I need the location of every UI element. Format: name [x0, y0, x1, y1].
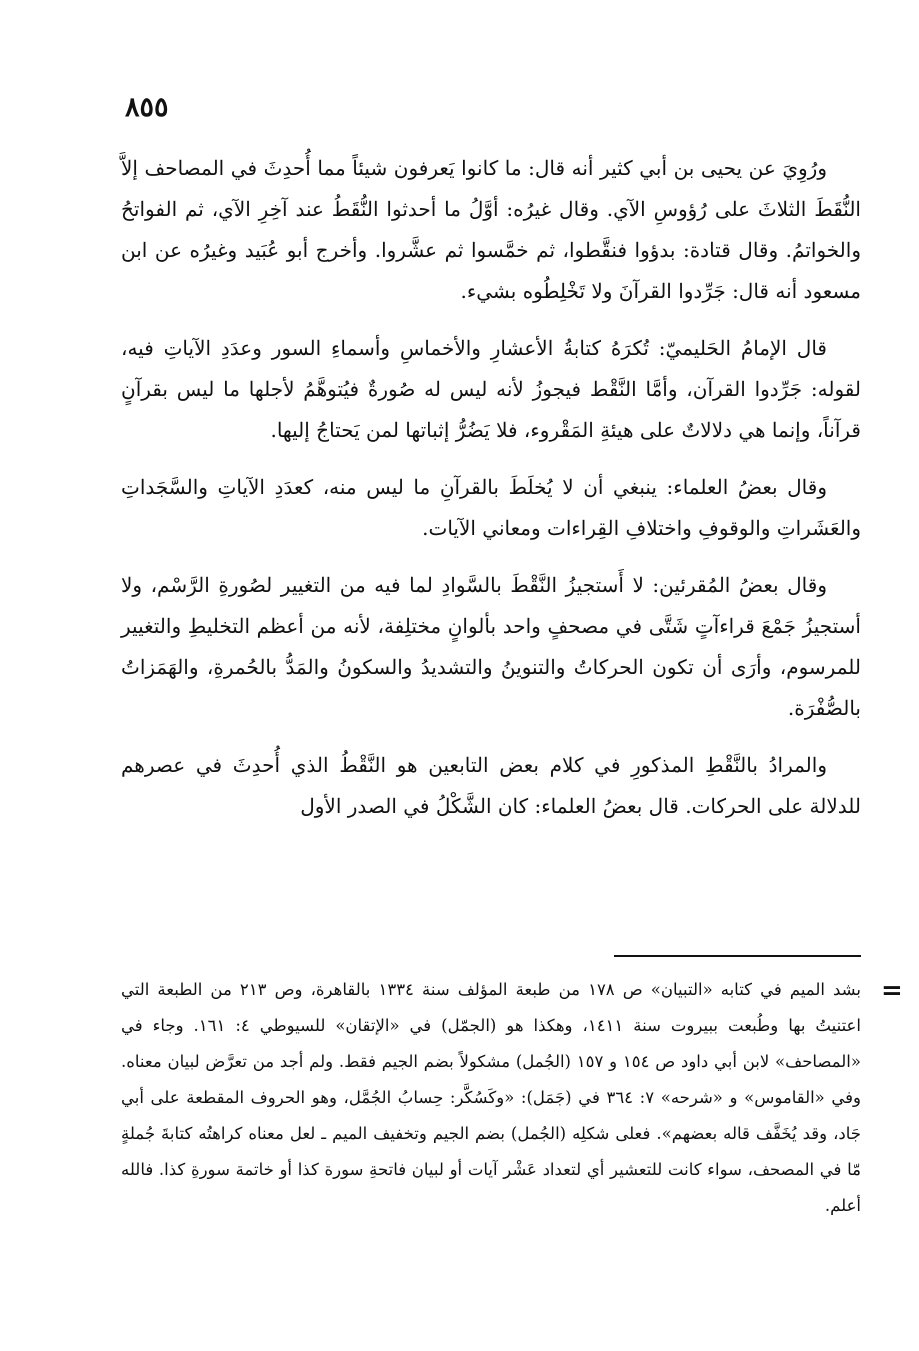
paragraph: قال الإمامُ الحَليميّ: تُكرَهُ كتابةُ الأعشارِ والأخماسِ وأسماءِ السور وعدَدِ الآياتِ فيه، لقوله: جَرِّدوا القرآن، وأمَّا النَّقْط فيجوزُ لأنه ليس له صُورةٌ فيُتوهَّمُ لأجلها ما ليس بقرآنٍ قرآناً، وإنما هي دلالاتٌ على هيئةِ المَقْروء، فلا يَضُرُّ إثباتها لمن يَحتاجُ إليها. — [121, 336, 862, 442]
paragraph: وقال بعضُ العلماء: ينبغي أن لا يُخلَطَ بالقرآنِ ما ليس منه، كعدَدِ الآياتِ والسَّجَداتِ والعَشَراتِ والوقوفِ واختلافِ القِراءات ومعاني الآيات. — [121, 475, 861, 540]
footnote-separator — [614, 955, 861, 957]
paragraph: ورُوِيَ عن يحيى بن أبي كثير أنه قال: ما كانوا يَعرفون شيئاً مما أُحدِثَ في المصاحف إلاَّ النُّقَطَ الثلاثَ على رُؤوسِ الآي. وقال غيرُه: أوَّلُ ما أحدثوا النُّقَطُ عند آخِرِ الآي، ثم الفواتحُ والخواتمُ. وقال قتادة: بدؤوا فنقَّطوا، ثم خمَّسوا ثم عشَّروا. وأخرج أبو عُبَيد وغيرُه عن ابن مسعود أنه قال: جَرِّدوا القرآنَ ولا تَخْلِطُوه بشيء. — [121, 156, 861, 303]
footnote-continuation-mark: = — [881, 976, 903, 1006]
paragraph: والمرادُ بالنَّقْطِ المذكورِ في كلام بعض التابعين هو النَّقْطُ الذي أُحدِثَ في عصرهم للدلالة على الحركات. قال بعضُ العلماء: كان الشَّكْلُ في الصدر الأول — [121, 753, 861, 818]
paragraph: وقال بعضُ المُقرئين: لا أَستجيزُ النَّقْطَ بالسَّوادِ لما فيه من التغيير لصُورةِ الرَّسْم، ولا أستجيزُ جَمْعَ قراءآتٍ شَتَّى في مصحفٍ واحد بألوانٍ مختلِفة، لأنه من أعظم التخليطِ والتغيير للمرسوم، وأرَى أن تكون الحركاتُ والتنوينُ والتشديدُ والسكونُ والمَدُّ بالحُمرةِ، والهَمَزاتُ بالصُّفْرَة. — [121, 573, 861, 720]
footnote-text: بشد الميم في كتابه «التبيان» ص ١٧٨ من طبعة المؤلف سنة ١٣٣٤ بالقاهرة، وص ٢١٣ من الطبعة التي اعتنيتُ بها وطُبعت ببيروت سنة ١٤١١، وهكذا هو (الجمّل) في «الإتقان» للسيوطي ٤: ١٦١. وجاء في «المصاحف» لابن أبي داود ص ١٥٤ و ١٥٧ (الجُمل) مشكولاً بضم الجيم فقط. ولم أجد من تعرَّض لبيان معناه. وفي «القاموس» و «شرحه» ٧: ٣٦٤ في (جَمَل): «وكَسُكَّر: حِسابُ الجُمَّل، وهو الحروف المقطعة على أبي جَاد، وقد يُخَفَّف قاله بعضهم». فعلى شكلِه (الجُمل) بضم الجيم وتخفيف الميم ـ لعل معناه كراهتُه كتابةَ جُملةٍ مّا في المصحف، سواء كانت للتعشير أي لتعداد عَشْر آيات أو لبيان فاتحةِ سورة كذا أو خاتمة سورةِ كذا. فالله أعلم. — [121, 980, 861, 1215]
main-text — [121, 148, 861, 827]
page-number: ٨٥٥ — [125, 92, 169, 123]
